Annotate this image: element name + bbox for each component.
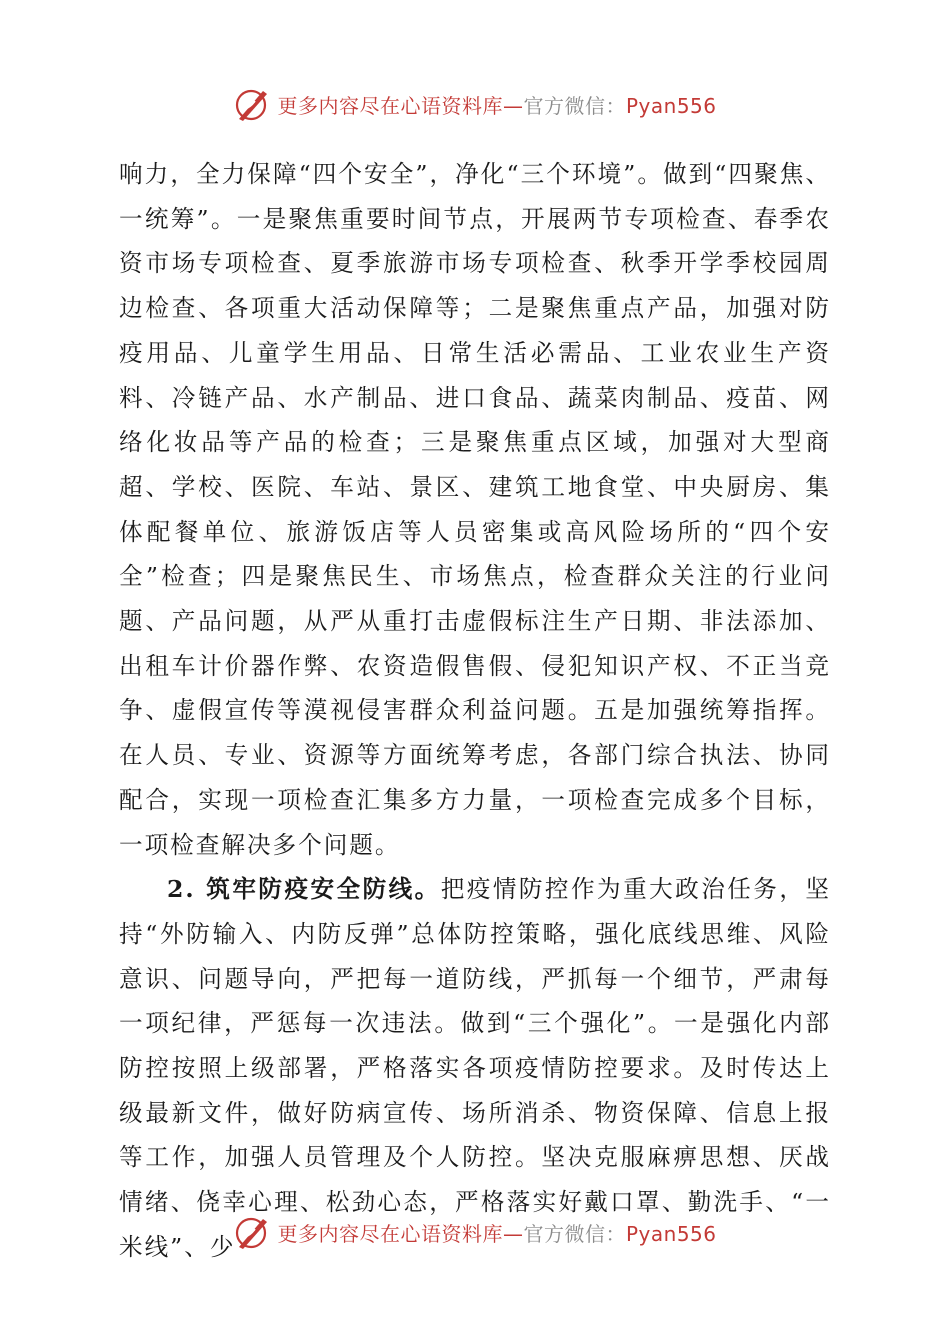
paragraph-2-text: 把疫情防控作为重大政治任务，坚持“外防输入、内防反弹”总体防控策略，强化底线思维、风险意识、问题导向，严把每一道防线，严抓每一个细节，严肃每一项纪律，严惩每一次违法。做到“三个强化”。一是强化内部防控按照上级部署，严格落实各项疫情防控要求。及时传达上级最新文件，做好防病宣传、场所消杀、物资保障、信息上报等工作，加强人员管理及个人防控。坚决克服麻痹思想、厌战情绪、侥幸心理、松劲心态，严格落实好戴口罩、勤洗手、“一米线”、少 — [119, 875, 831, 1261]
banner-dash: — — [502, 93, 524, 118]
banner-text — [277, 90, 716, 119]
banner-wechat: Pyan556 — [625, 1221, 717, 1246]
banner-main: 更多内容尽在心语资料库 — [277, 1221, 503, 1246]
header-banner — [0, 84, 950, 124]
banner-wechat: Pyan556 — [625, 93, 717, 118]
banner-dash: — — [502, 1221, 524, 1246]
banner-main: 更多内容尽在心语资料库 — [277, 93, 503, 118]
paragraph-1 — [119, 152, 831, 867]
paragraph-1-text: 响力，全力保障“四个安全”，净化“三个环境”。做到“四聚焦、一统筹”。一是聚焦重要时间节点，开展两节专项检查、春季农资市场专项检查、夏季旅游市场专项检查、秋季开学季校园周边检查、各项重大活动保障等；二是聚焦重点产品，加强对防疫用品、儿童学生用品、日常生活必需品、工业农业生产资料、冷链产品、水产制品、进口食品、蔬菜肉制品、疫苗、网络化妆品等产品的检查；三是聚焦重点区域，加强对大型商超、学校、医院、车站、景区、建筑工地食堂、中央厨房、集体配餐单位、旅游饭店等人员密集或高风险场所的“四个安全”检查；四是聚焦民生、市场焦点，检查群众关注的行业问题、产品问题，从严从重打击虚假标注生产日期、非法添加、出租车计价器作弊、农资造假售假、侵犯知识产权、不正当竞争、虚假宣传等漠视侵害群众利益问题。五是加强统筹指挥。在人员、专业、资源等方面统筹考虑，各部门综合执法、协同配合，实现一项检查汇集多方力量，一项检查完成多个目标，一项检查解决多个问题。 — [119, 160, 831, 859]
paragraph-2 — [119, 867, 831, 1269]
pen-logo-icon — [233, 1213, 273, 1251]
pen-logo-icon — [233, 85, 273, 123]
banner-official: 官方微信： — [523, 93, 626, 118]
banner-official: 官方微信： — [523, 1221, 626, 1246]
document-body — [119, 152, 831, 1270]
banner-text — [277, 1218, 716, 1247]
paragraph-2-heading: 2. 筑牢防疫安全防线。 — [167, 875, 441, 904]
footer-banner — [0, 1212, 950, 1252]
